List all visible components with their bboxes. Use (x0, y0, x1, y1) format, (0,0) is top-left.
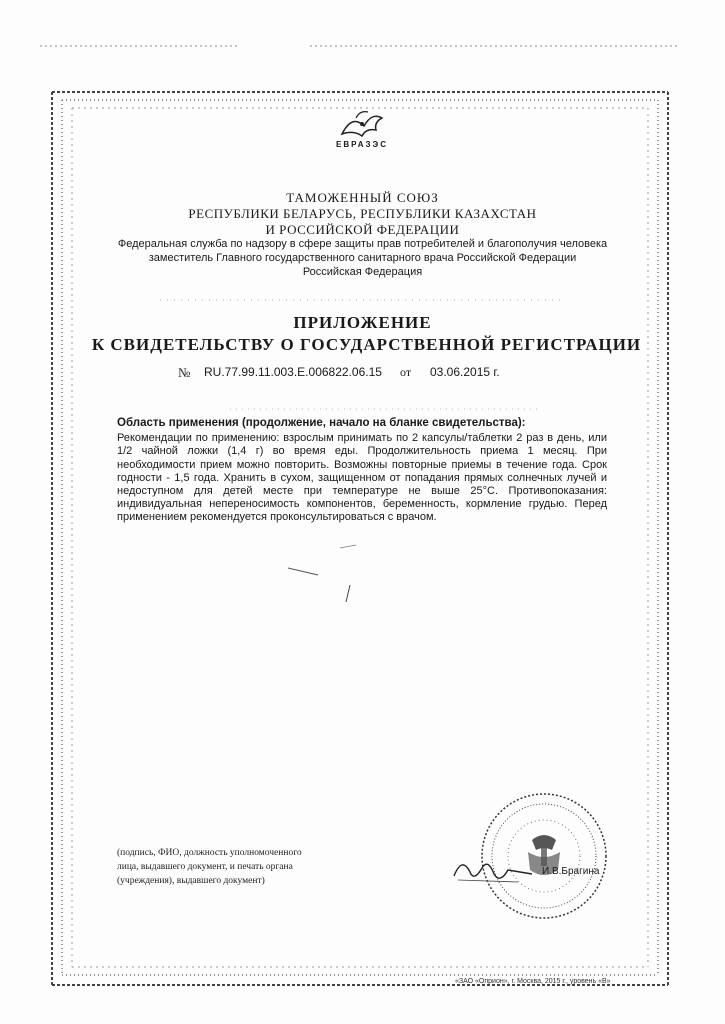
signer-name: И.В.Брагина (542, 866, 600, 877)
agency-header (0, 237, 725, 279)
union-line-1: ТАМОЖЕННЫЙ СОЮЗ (286, 190, 439, 205)
from-label: от (400, 365, 412, 379)
signature-line-3: (учреждения), выдавшего документ) (117, 876, 265, 886)
scope-heading: Область применения (продолжение, начало на бланке свидетельства): (117, 417, 526, 429)
title-line-2: К СВИДЕТЕЛЬСТВУ О ГОСУДАРСТВЕННОЙ РЕГИСТРАЦИИ (91, 335, 642, 354)
eagle-emblem-icon (332, 104, 392, 142)
number-label: № (178, 365, 191, 380)
signature-line-1: (подпись, ФИО, должность уполномоченного (117, 848, 302, 858)
registration-number: RU.77.99.11.003.Е.006822.06.15 (204, 365, 382, 379)
document-title (0, 312, 725, 356)
registration-date: 03.06.2015 г. (430, 365, 500, 379)
union-header (0, 190, 725, 238)
scope-section (117, 417, 607, 525)
title-line-1: ПРИЛОЖЕНИЕ (293, 313, 432, 332)
agency-line-2: заместитель Главного государственного санитарного врача Российской Федерации (148, 252, 577, 264)
union-line-2: РЕСПУБЛИКИ БЕЛАРУСЬ, РЕСПУБЛИКИ КАЗАХСТАН (188, 206, 537, 221)
agency-line-3: Российская Федерация (302, 266, 423, 278)
signature-caption (117, 846, 407, 888)
signature-line-2: лица, выдавшего документ, и печать органа (117, 862, 293, 872)
logo-text: ЕВРАЗЭС (335, 140, 388, 149)
agency-line-1: Федеральная служба по надзору в сфере защиты прав потребителей и благополучия человека (117, 238, 608, 250)
handwritten-signature (448, 850, 538, 890)
union-line-3: И РОССИЙСКОЙ ФЕДЕРАЦИИ (265, 222, 460, 237)
scope-paragraph: Рекомендации по применению: взрослым принимать по 2 капсулы/таблетки 2 раз в день, или 1/2 чайной ложки (1,4 г) во время еды. Продолжительность приема 1 месяц. При необходимости прием можно повторить. Возможны повторные приемы в течение года. Срок годности - 1,5 года. Хранить в сухом, защищенном от попадания прямых солнечных лучей и недоступном для детей месте при температуре не выше 25°С. Противопоказания: индивидуальная непереносимость компонентов, беременность, кормление грудью. Перед применением рекомендуется проконсультироваться с врачом. (117, 432, 607, 524)
printer-footer: «ЗАО «Оприон», г. Москва, 2015 г., уровень «В» (455, 978, 611, 985)
eurasec-logo (322, 104, 402, 160)
